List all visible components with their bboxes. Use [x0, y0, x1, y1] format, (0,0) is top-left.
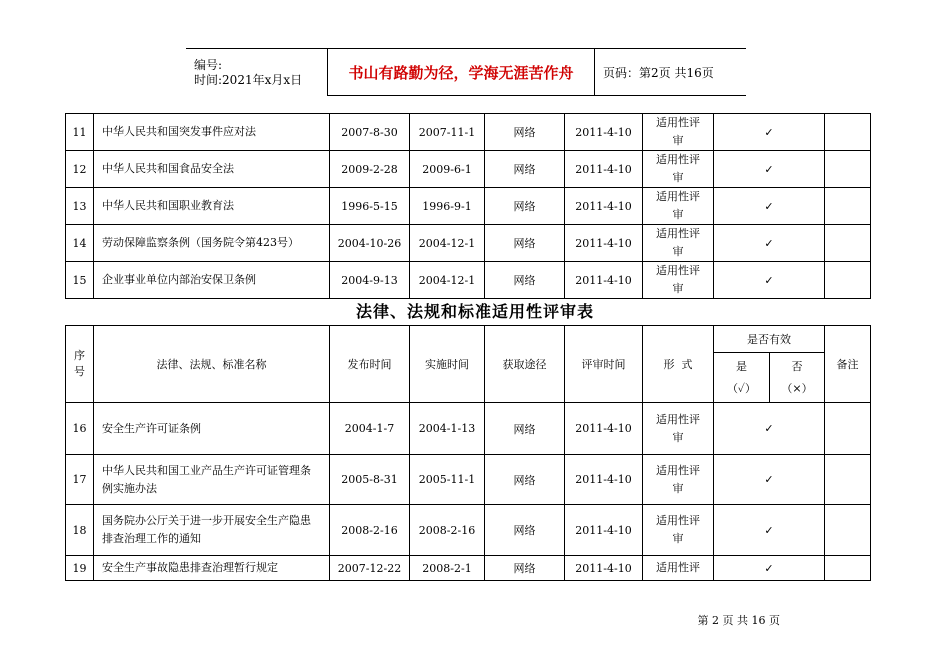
- header-remark: 备注: [825, 326, 871, 403]
- regulation-name: 中华人民共和国突发事件应对法: [94, 114, 330, 151]
- source: 网络: [485, 403, 565, 455]
- row-number: 19: [66, 556, 94, 581]
- publish-date: 1996-5-15: [330, 188, 410, 225]
- header-yes-mark: （✓）: [726, 381, 757, 395]
- regulation-name: 劳动保障监察条例（国务院令第423号）: [94, 225, 330, 262]
- publish-date: 2004-10-26: [330, 225, 410, 262]
- remark: [825, 114, 871, 151]
- publish-date: 2005-8-31: [330, 455, 410, 505]
- review-date: 2011-4-10: [565, 151, 643, 188]
- regulation-name: 中华人民共和国工业产品生产许可证管理条例实施办法: [94, 455, 330, 505]
- time-label: 时间:2021年x月x日: [194, 73, 303, 88]
- review-form: 适用性评审: [643, 262, 714, 299]
- valid-check: ✓: [714, 151, 825, 188]
- regulation-name: 安全生产许可证条例: [94, 403, 330, 455]
- review-form: 适用性评: [643, 556, 714, 581]
- table-row: [66, 262, 871, 299]
- row-number: 15: [66, 262, 94, 299]
- effective-date: 2009-6-1: [410, 151, 485, 188]
- remark: [825, 151, 871, 188]
- section-title: 法律、法规和标准适用性评审表: [355, 302, 594, 321]
- review-date: 2011-4-10: [565, 225, 643, 262]
- page-info: 页码：第2页 共16页: [595, 49, 747, 96]
- remark: [825, 225, 871, 262]
- remark: [825, 556, 871, 581]
- regulation-name: 中华人民共和国食品安全法: [94, 151, 330, 188]
- header-name: 法律、法规、标准名称: [94, 326, 330, 403]
- review-date: 2011-4-10: [565, 188, 643, 225]
- valid-check: ✓: [714, 505, 825, 556]
- effective-date: 2008-2-16: [410, 505, 485, 556]
- number-label: 编号:: [194, 58, 223, 73]
- header-no-label: 否: [791, 359, 803, 373]
- header-pub: 发布时间: [330, 326, 410, 403]
- effective-date: 2005-11-1: [410, 455, 485, 505]
- regulation-table-1: [65, 113, 871, 299]
- review-form: 适用性评审: [643, 225, 714, 262]
- header-yes-label: 是: [736, 359, 747, 373]
- page-footer: 第 2 页 共 16 页: [697, 614, 780, 627]
- effective-date: 2004-1-13: [410, 403, 485, 455]
- header-form: 形 式: [643, 326, 714, 403]
- remark: [825, 455, 871, 505]
- table-row: [66, 188, 871, 225]
- table-row: [66, 556, 871, 581]
- row-number: 17: [66, 455, 94, 505]
- review-date: 2011-4-10: [565, 556, 643, 581]
- publish-date: 2008-2-16: [330, 505, 410, 556]
- row-number: 16: [66, 403, 94, 455]
- row-number: 12: [66, 151, 94, 188]
- review-form: 适用性评审: [643, 151, 714, 188]
- effective-date: 1996-9-1: [410, 188, 485, 225]
- regulation-name: 国务院办公厅关于进一步开展安全生产隐患排查治理工作的通知: [94, 505, 330, 556]
- motto: 书山有路勤为径，学海无涯苦作舟: [328, 49, 595, 96]
- review-form: 适用性评审: [643, 188, 714, 225]
- effective-date: 2004-12-1: [410, 225, 485, 262]
- header-meta: [186, 49, 328, 96]
- publish-date: 2009-2-28: [330, 151, 410, 188]
- valid-check: ✓: [714, 188, 825, 225]
- review-form: 适用性评审: [643, 403, 714, 455]
- page-header: [186, 48, 746, 96]
- review-date: 2011-4-10: [565, 403, 643, 455]
- valid-check: ✓: [714, 225, 825, 262]
- source: 网络: [485, 262, 565, 299]
- header-source: 获取途径: [485, 326, 565, 403]
- source: 网络: [485, 114, 565, 151]
- row-number: 11: [66, 114, 94, 151]
- review-form: 适用性评审: [643, 114, 714, 151]
- effective-date: 2007-11-1: [410, 114, 485, 151]
- source: 网络: [485, 151, 565, 188]
- remark: [825, 188, 871, 225]
- regulation-name: 中华人民共和国职业教育法: [94, 188, 330, 225]
- header-no: [770, 353, 825, 403]
- table-row: [66, 114, 871, 151]
- valid-check: ✓: [714, 556, 825, 581]
- row-number: 13: [66, 188, 94, 225]
- table-row: [66, 151, 871, 188]
- remark: [825, 262, 871, 299]
- publish-date: 2007-8-30: [330, 114, 410, 151]
- effective-date: 2008-2-1: [410, 556, 485, 581]
- regulation-name: 安全生产事故隐患排查治理暂行规定: [94, 556, 330, 581]
- header-yes: [714, 353, 770, 403]
- remark: [825, 505, 871, 556]
- publish-date: 2004-9-13: [330, 262, 410, 299]
- row-number: 14: [66, 225, 94, 262]
- table-row: [66, 455, 871, 505]
- regulation-table-2: [65, 325, 871, 581]
- table-row: [66, 505, 871, 556]
- header-review: 评审时间: [565, 326, 643, 403]
- header-no-mark: （×）: [781, 381, 813, 395]
- row-number: 18: [66, 505, 94, 556]
- regulation-name: 企业事业单位内部治安保卫条例: [94, 262, 330, 299]
- valid-check: ✓: [714, 403, 825, 455]
- effective-date: 2004-12-1: [410, 262, 485, 299]
- header-impl: 实施时间: [410, 326, 485, 403]
- source: 网络: [485, 505, 565, 556]
- review-form: 适用性评审: [643, 505, 714, 556]
- header-seq: 序号: [66, 326, 94, 403]
- publish-date: 2004-1-7: [330, 403, 410, 455]
- remark: [825, 403, 871, 455]
- source: 网络: [485, 556, 565, 581]
- review-form: 适用性评审: [643, 455, 714, 505]
- review-date: 2011-4-10: [565, 505, 643, 556]
- review-date: 2011-4-10: [565, 114, 643, 151]
- source: 网络: [485, 455, 565, 505]
- source: 网络: [485, 188, 565, 225]
- table-row: [66, 403, 871, 455]
- source: 网络: [485, 225, 565, 262]
- valid-check: ✓: [714, 262, 825, 299]
- valid-check: ✓: [714, 114, 825, 151]
- publish-date: 2007-12-22: [330, 556, 410, 581]
- review-date: 2011-4-10: [565, 262, 643, 299]
- table-row: [66, 225, 871, 262]
- header-valid: 是否有效: [714, 326, 825, 353]
- valid-check: ✓: [714, 455, 825, 505]
- review-date: 2011-4-10: [565, 455, 643, 505]
